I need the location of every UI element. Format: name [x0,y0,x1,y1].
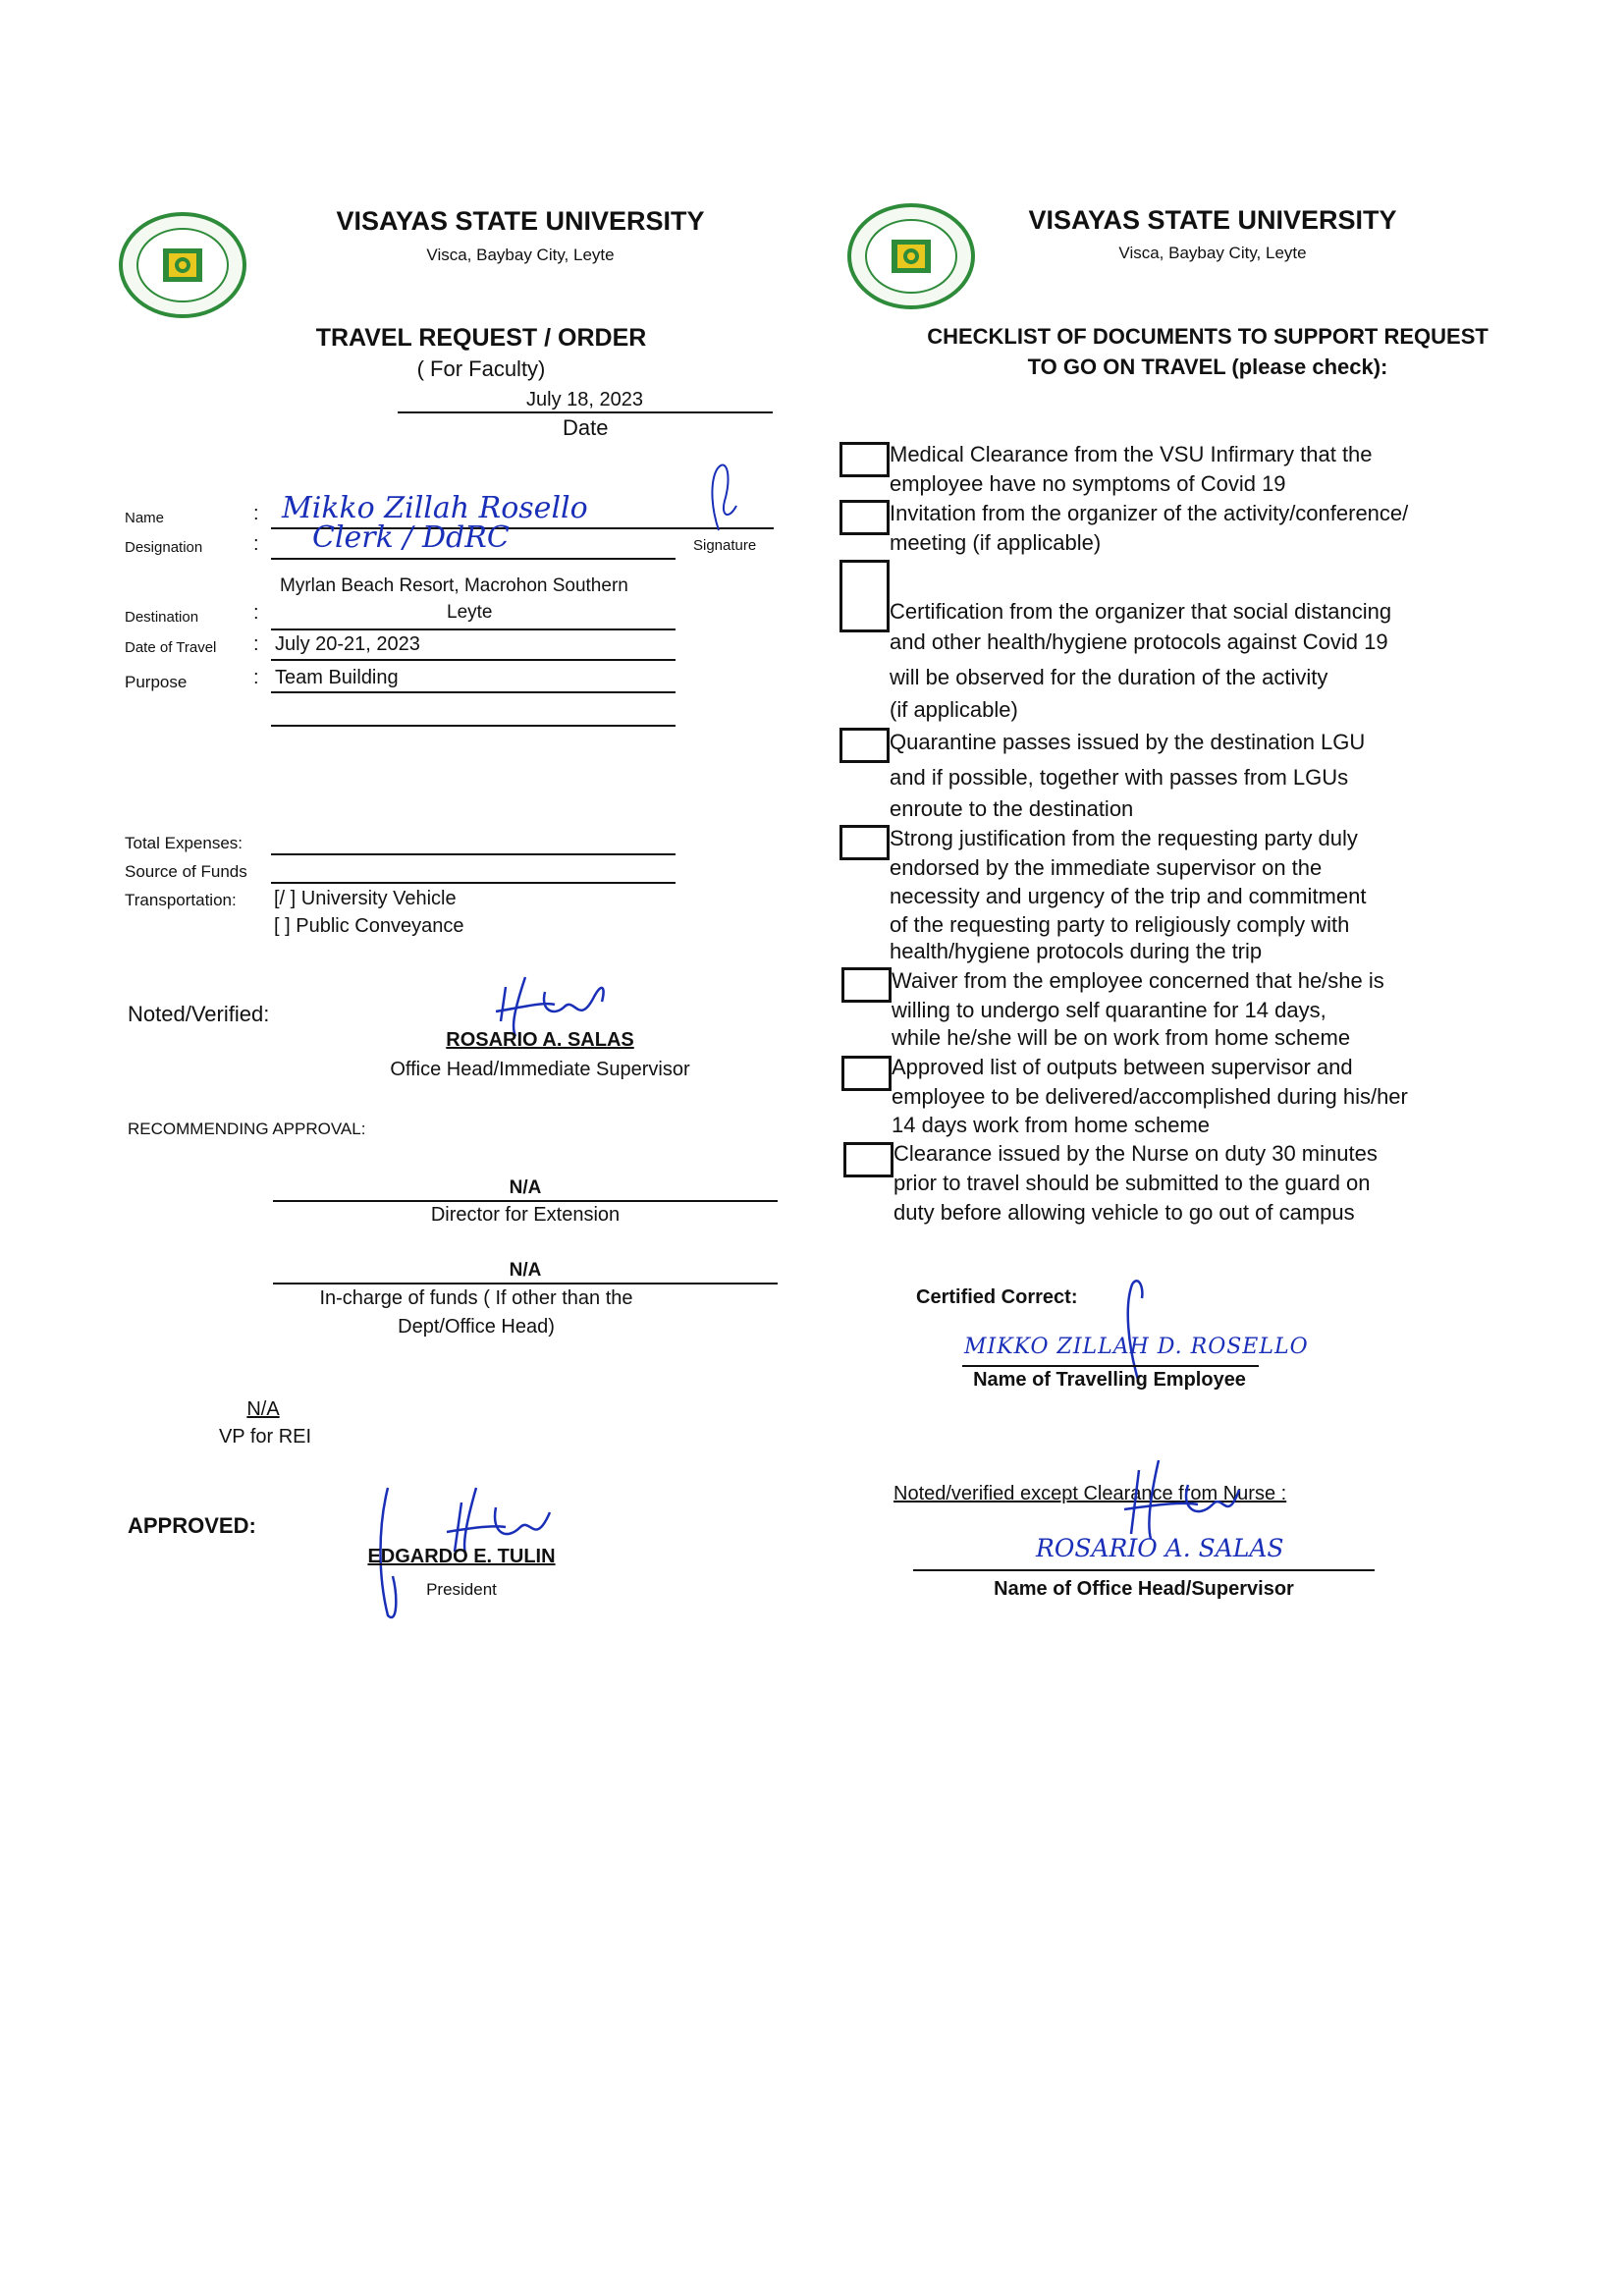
supervisor-name: ROSARIO A. SALAS [446,1029,634,1051]
director-title: Director for Extension [430,1204,621,1226]
destination-colon: : [253,602,259,624]
checklist-checkbox-1[interactable] [839,442,890,477]
checklist-title-2: TO GO ON TRAVEL (please check): [1027,355,1388,379]
checklist-item-6-line1: Waiver from the employee concerned that he/she is [892,968,1384,993]
checklist-item-8-line1: Clearance issued by the Nurse on duty 30 minutes [893,1141,1378,1166]
approved-label: APPROVED: [128,1513,256,1538]
director-underline [273,1200,778,1202]
right-university-address: Visca, Baybay City, Leyte [1118,244,1307,262]
name-colon: : [253,503,259,524]
noted-verified-label: Noted/Verified: [128,1002,270,1026]
form-subtitle: ( For Faculty) [416,356,546,381]
checklist-checkbox-4[interactable] [839,728,890,763]
checklist-item-4-line3: enroute to the destination [890,796,1134,821]
source-of-funds-label: Source of Funds [125,862,247,881]
checklist-item-7-line1: Approved list of outputs between supervisor and [892,1055,1353,1079]
checklist-item-3-line2: and other health/hygiene protocols against Covid 19 [890,629,1388,654]
request-date-value: July 18, 2023 [526,389,643,410]
designation-label: Designation [125,539,203,556]
destination-value-line2: Leyte [447,602,493,623]
checklist-title-1: CHECKLIST OF DOCUMENTS TO SUPPORT REQUEST [927,324,1489,349]
head-name-label: Name of Office Head/Supervisor [994,1578,1294,1600]
checklist-item-7-line3: 14 days work from home scheme [892,1113,1211,1137]
vp-value: N/A [246,1398,280,1420]
total-expenses-underline [271,853,676,855]
signature-initials [699,462,748,540]
noted-except-clearance: Noted/verified except Clearance from Nurse : [893,1483,1287,1504]
transport-public-conveyance: [ ] Public Conveyance [274,915,464,937]
recommending-approval-label: RECOMMENDING APPROVAL: [128,1120,366,1138]
president-title: President [426,1580,497,1599]
purpose-label: Purpose [125,673,188,691]
checklist-item-8-line3: duty before allowing vehicle to go out of campus [893,1200,1355,1225]
name-value: Mikko Zillah Rosello [282,491,588,525]
date-of-travel-value: July 20-21, 2023 [275,633,420,655]
checklist-item-3-line4: (if applicable) [890,697,1018,722]
vsu-seal-left [118,211,247,319]
transport-university-vehicle: [/ ] University Vehicle [274,888,457,909]
checklist-item-5-line1: Strong justification from the requesting party duly [890,826,1358,850]
source-of-funds-underline [271,882,676,884]
checklist-checkbox-3[interactable] [839,560,890,632]
designation-underline [271,558,676,560]
purpose-value: Team Building [275,667,399,688]
checklist-item-3-line3: will be observed for the duration of the activity [890,665,1328,689]
destination-underline [271,628,676,630]
funds-incharge-title-1: In-charge of funds ( If other than the [319,1287,633,1309]
transportation-label: Transportation: [125,891,237,909]
destination-value-line1: Myrlan Beach Resort, Macrohon Southern [280,575,628,596]
checklist-item-8-line2: prior to travel should be submitted to the guard on [893,1171,1371,1195]
checklist-item-5-line2: endorsed by the immediate supervisor on the [890,855,1323,880]
director-value: N/A [509,1177,542,1198]
checklist-checkbox-8[interactable] [843,1142,893,1177]
checklist-item-5-line4: of the requesting party to religiously comply with [890,912,1350,937]
destination-label: Destination [125,609,199,626]
name-label: Name [125,510,165,526]
purpose-underline [271,691,676,693]
right-university-name: VISAYAS STATE UNIVERSITY [1028,205,1397,235]
employee-name-underline [962,1365,1259,1367]
total-expenses-label: Total Expenses: [125,834,244,852]
employee-name-handwritten: MIKKO ZILLAH D. ROSELLO [964,1335,1309,1359]
university-name: VISAYAS STATE UNIVERSITY [336,206,705,236]
checklist-item-2-line2: meeting (if applicable) [890,530,1102,555]
date-of-travel-underline [271,659,676,661]
funds-incharge-title-2: Dept/Office Head) [398,1316,555,1338]
vp-title: VP for REI [218,1426,312,1448]
head-name-underline [913,1569,1375,1571]
funds-incharge-value: N/A [509,1260,542,1281]
employee-name-label: Name of Travelling Employee [973,1369,1246,1391]
checklist-checkbox-5[interactable] [839,825,890,860]
checklist-item-3-line1: Certification from the organizer that social distancing [890,599,1392,624]
checklist-checkbox-2[interactable] [839,500,890,535]
checklist-item-6-line2: willing to undergo self quarantine for 14 days, [892,998,1326,1022]
checklist-item-4-line2: and if possible, together with passes from LGUs [890,765,1349,790]
checklist-checkbox-7[interactable] [841,1056,892,1091]
signature-label: Signature [693,537,757,554]
date-underline [398,411,773,413]
checklist-item-1-line1: Medical Clearance from the VSU Infirmary that the [890,442,1373,466]
checklist-item-1-line2: employee have no symptoms of Covid 19 [890,471,1286,496]
funds-incharge-underline [273,1283,778,1284]
certified-correct-label: Certified Correct: [916,1286,1078,1308]
form-title: TRAVEL REQUEST / ORDER [315,324,647,352]
checklist-item-5-line5: health/hygiene protocols during the trip [890,939,1263,963]
date-of-travel-label: Date of Travel [125,639,217,656]
checklist-item-7-line2: employee to be delivered/accomplished during his/her [892,1084,1408,1109]
vsu-seal-right [846,202,976,310]
checklist-item-6-line3: while he/she will be on work from home scheme [892,1025,1351,1050]
checklist-checkbox-6[interactable] [841,967,892,1003]
university-address: Visca, Baybay City, Leyte [426,246,615,264]
designation-colon: : [253,533,259,555]
checklist-item-4-line1: Quarantine passes issued by the destination LGU [890,730,1366,754]
purpose-underline-2 [271,725,676,727]
date-label: Date [563,415,609,440]
supervisor-title: Office Head/Immediate Supervisor [390,1059,690,1080]
head-name-handwritten: ROSARIO A. SALAS [1036,1534,1284,1562]
president-name: EDGARDO E. TULIN [367,1546,556,1567]
date-of-travel-colon: : [253,633,259,655]
checklist-item-2-line1: Invitation from the organizer of the activity/conference/ [890,501,1409,525]
designation-value: Clerk / DdRC [312,520,510,555]
checklist-item-5-line3: necessity and urgency of the trip and commitment [890,884,1367,908]
purpose-colon: : [253,667,259,688]
